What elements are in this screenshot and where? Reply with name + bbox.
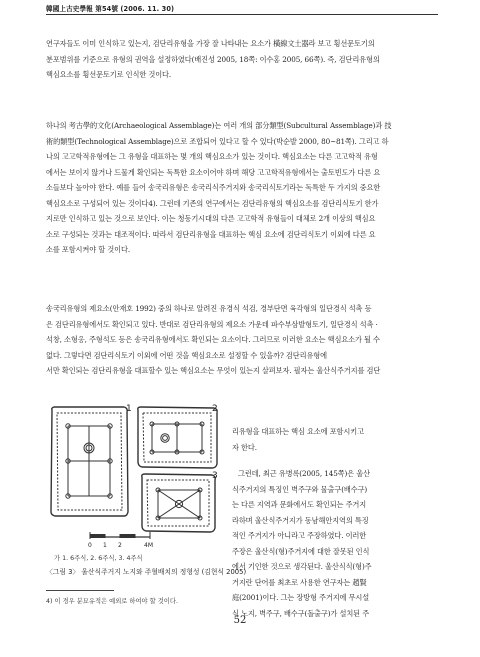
figure-legend: 가 1. 6주식, 2. 6주식, 3. 4주식 <box>54 555 143 562</box>
scale-tick-0: 0 <box>88 542 92 549</box>
text-line: 리유형을 대표하는 핵심 요소에 포함시키고 <box>232 427 364 436</box>
text-line: 적인 주거지가 아니라고 주장하였다. 이러한 <box>232 531 367 540</box>
text-line: 식주거지의 특징인 벽주구와 물출구(배수구) <box>232 484 368 494</box>
figure-label-2: 2 <box>212 404 218 414</box>
paragraph-2 <box>46 118 438 258</box>
text-line: 서만 확인되는 검단리유형을 대표할수 있는 핵심요소는 무엇이 있는지 살펴보자. 필자는 울산식주거지를 검단 <box>46 366 381 375</box>
text-line: 는 다른 지역과 문화에서도 확인되는 주거지 <box>232 500 367 509</box>
page-number: 52 <box>233 615 247 626</box>
text-line: 하나의 考古學的文化(Archaeological Assemblage)는 여러 개의 部分類型(Subcultural Assemblage)과 技 <box>46 121 392 130</box>
header-rule <box>46 14 438 15</box>
footnote: 4) 이 경우 분묘유적은 예외로 하여야 할 것이다. <box>46 598 178 605</box>
house-plan-figure <box>46 400 222 550</box>
paragraph-3-continuation <box>232 424 438 455</box>
paragraph-1 <box>46 36 438 83</box>
text-line: 주장은 울산식(형)주거지에 대한 잘못된 인식 <box>232 546 370 556</box>
running-title: 韓國上古史學報 第54號 (2006. 11. 30) <box>46 5 175 13</box>
paragraph-3 <box>46 301 438 379</box>
running-header <box>0 0 480 16</box>
text-line: 지로만 인식하고 있는 것으로 보인다. 이는 청동기시대의 다른 고고학적 유형들이 대체로 2개 이상의 핵심요 <box>46 214 376 223</box>
text-line: 에서는 보이지 않거나 드물게 확인되는 독특한 요소이어야 하며 해당 고고학적유형에서는 출토빈도가 다른 요 <box>46 167 381 177</box>
text-line: 에서 기인한 것으로 생각된다. 울산식식(형)주 <box>232 562 372 571</box>
text-line: 없다. 그렇다면 검단리식토기 이외에 어떤 것을 핵심요소로 설정할 수 있을까? 검단리유형에 <box>46 350 327 360</box>
figure-label-3: 3 <box>212 471 218 481</box>
text-line: 핵심요소를 횡선문토기로 인식한 것이다. <box>46 70 172 79</box>
text-line: 術的類型(Technological Assemblage)으로 조합되어 있다고 할 수 있다(박순발 2000, 80~81쪽). 그리고 하 <box>46 136 389 146</box>
text-line: 라하며 울산식주거지가 동남해안지역의 특징 <box>232 515 369 525</box>
scale-tick-1: 1 <box>103 542 107 549</box>
text-line: 핵심요소로 구성되어 있는 것이다4). 그런데 기존의 연구에서는 검단리유형의 핵심요소를 검단리식토기 한가 <box>46 198 379 208</box>
text-line: 석창, 소형옹, 주형석도 등은 송국리유형에서도 확인되는 요소이다. 그러므로 이러한 요소는 핵심요소가 될 수 <box>46 335 380 344</box>
footnote-rule <box>46 590 114 591</box>
figure-label-1: 1 <box>126 404 132 414</box>
text-line: 은 검단리유형에서도 확인되고 있다. 반대로 검단리유형의 제요소 가운데 파수부삼발형토기, 일단경식 석촉 · <box>46 319 378 329</box>
text-line: 소로 구성되는 것과는 대조적이다. 따라서 검단리유형을 대표하는 핵심 요소에 검단리식토기 이외에 다른 요 <box>46 229 376 239</box>
scale-tick-3: 4M <box>144 542 153 549</box>
text-line: 庭(2001)이다. 그는 장방형 주거지에 무시설 <box>232 593 370 602</box>
text-line: 식 노지, 벽주구, 배수구(돌출구)가 설치된 주 <box>232 608 370 618</box>
text-line: 소들보다 높아야 한다. 예를 들어 송국리유형은 송국리식주거지와 송국리식토기라는 독특한 두 가지의 중요한 <box>46 183 381 192</box>
text-line: 나의 고고학적유형에는 그 유형을 대표하는 몇 개의 핵심요소가 있는 것이다. 핵심요소는 다른 고고학적 유형 <box>46 152 378 161</box>
text-line: 분포범위를 기준으로 유형의 권역을 설정하였다(배진성 2005, 18쪽: 이수홍 2005, 66쪽). 즉, 검단리유형의 <box>46 54 380 64</box>
text-line: 연구자들도 이미 인식하고 있는지, 검단리유형을 가장 잘 나타내는 요소가 橫線文土器라 보고 횡선문토기의 <box>46 39 375 48</box>
house-plan-drawings <box>46 400 222 550</box>
scale-tick-2: 2 <box>118 542 122 549</box>
text-line: 자 한다. <box>232 442 257 452</box>
text-line: 송국리유형의 제요소(안재호 1992) 중의 하나로 알려진 유경식 석검, 경부단면 육각형의 일단경식 석촉 등 <box>46 304 372 313</box>
figure-caption: 〈그림 3〉 울산식주거지 노지와 주혈배치의 정형성 (김현식 2005) <box>46 568 247 576</box>
text-line: 거지란 단어를 최초로 사용한 연구자는 趙賢 <box>232 577 367 587</box>
paragraph-4 <box>232 466 438 621</box>
text-line: 소를 포함시켜야 할 것이다. <box>46 245 131 254</box>
text-line: 그런데, 최근 유병록(2005, 145쪽)은 울산 <box>238 469 370 478</box>
